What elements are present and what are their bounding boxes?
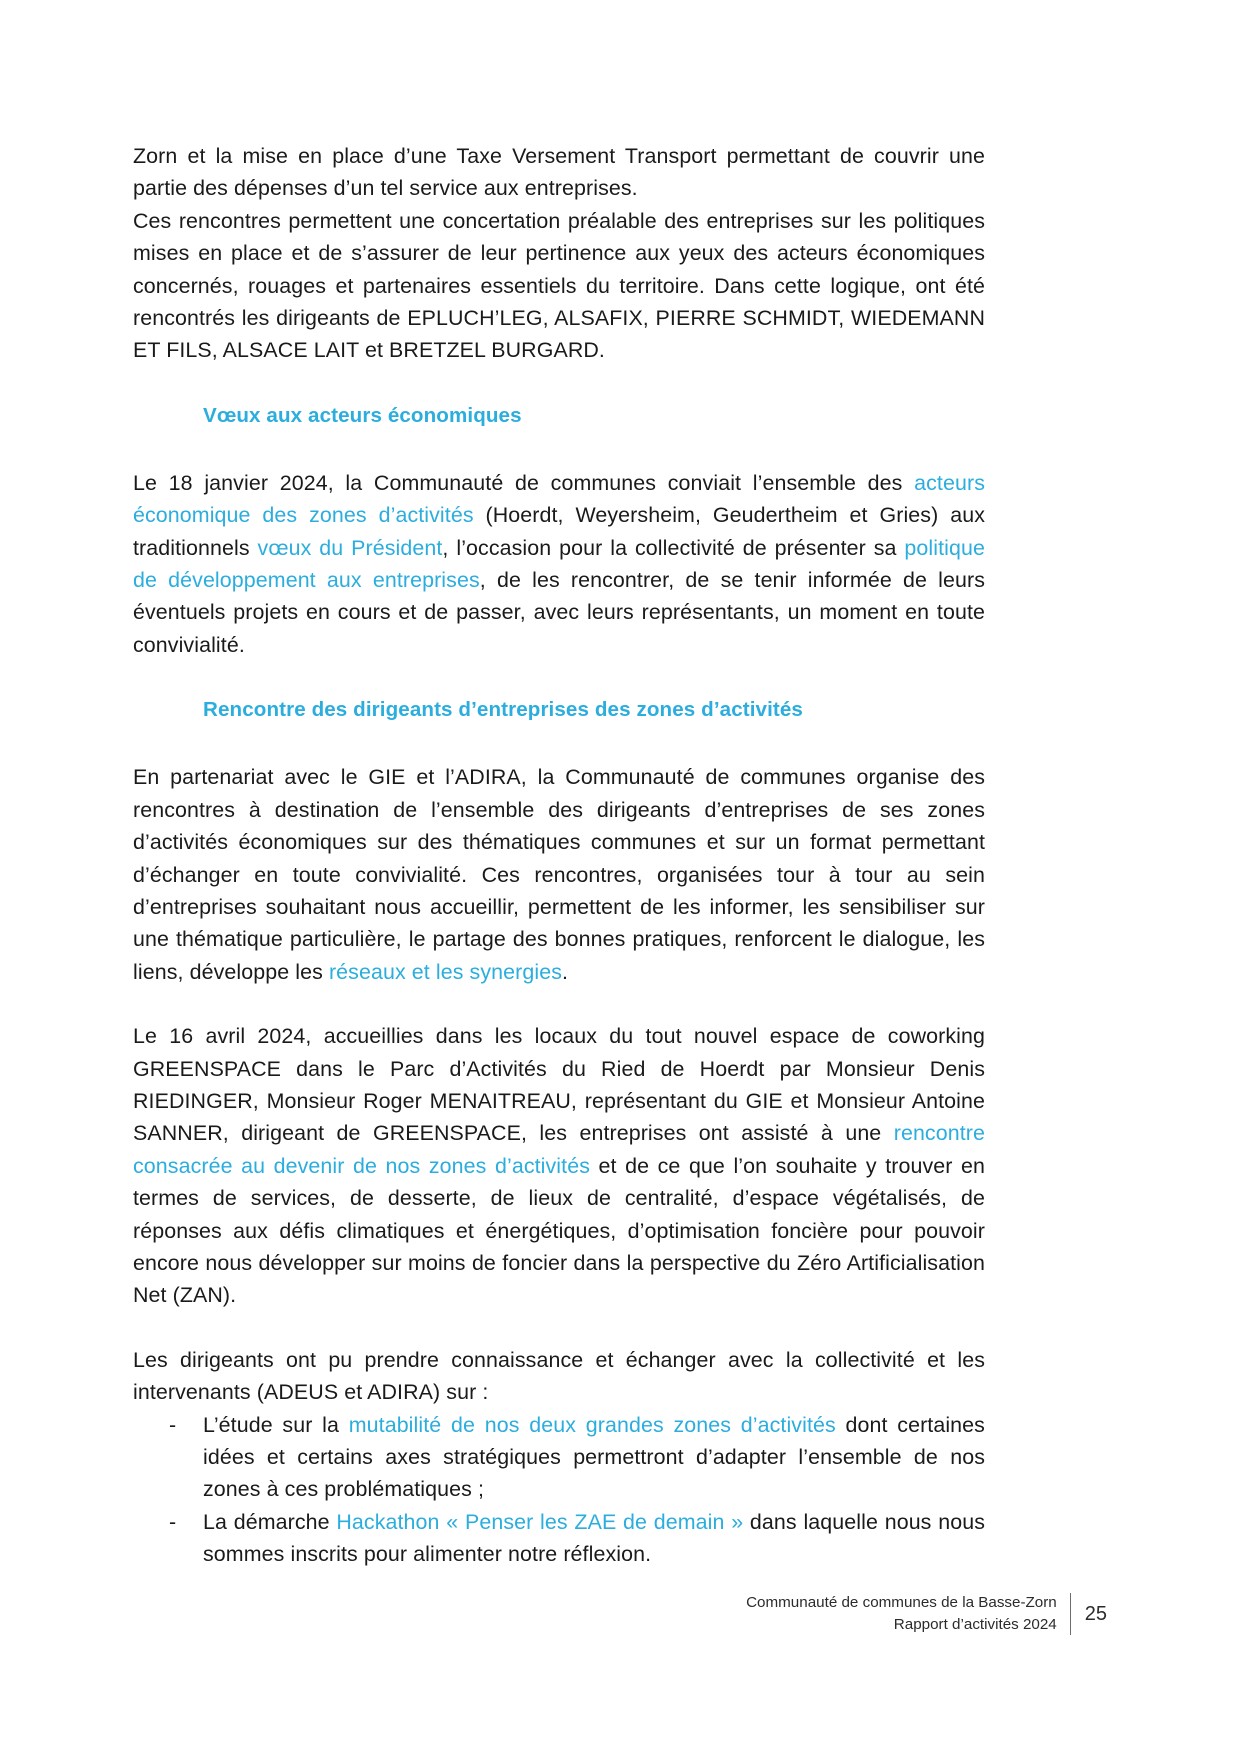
text-segment: Le 18 janvier 2024, la Communauté de communes conviait l’ensemble des bbox=[133, 470, 915, 495]
paragraph-intro-meetings: Ces rencontres permettent une concertation préalable des entreprises sur les politiques mises en place et de s’assurer de leur pertinence aux yeux des acteurs économiques concernés, rouages et partenaires essentiels du territoire. Dans cette logique, ont été rencontrés les dirigeants de EPLUCH’LEG, ALSAFIX, PIERRE SCHMIDT, WIEDEMANN ET FILS, ALSACE LAIT et BRETZEL BURGARD. bbox=[133, 208, 985, 363]
spacer bbox=[133, 725, 985, 761]
text-segment: , de les rencontrer, de se tenir informée de leurs éventuels projets en cours et de passer, avec leurs représentants, un moment en toute convivialité. bbox=[133, 568, 985, 657]
text-segment: Le 16 avril 2024, accueillies dans les locaux du tout nouvel espace de coworking GREENSPACE dans le Parc d’Activités du Ried de Hoerdt par Monsieur Denis RIEDINGER, Monsieur Roger MENAITREAU, représentant du GIE et Monsieur Antoine SANNER, dirigeant de GREENSPACE, les entreprises ont assisté à une bbox=[133, 1024, 985, 1146]
list-item bbox=[133, 1506, 985, 1571]
text-segment: L’étude sur la bbox=[203, 1412, 349, 1437]
text-segment: En partenariat avec le GIE et l’ADIRA, la Communauté de communes organise des rencontres à destination de l’ensemble des dirigeants d’entreprises de ses zones d’activités économiques sur des thématiques communes et sur un format permettant d’échanger en toute convivialité. Ces rencontres, organisées tour à tour au sein d’entreprises souhaitant nous accueillir, permettent de les informer, les sensibiliser sur une thématique particulière, le partage des bonnes pratiques, renforcent le dialogue, les liens, développe les bbox=[133, 765, 985, 984]
page-footer bbox=[0, 1564, 1240, 1754]
link-acteurs-economiques-zones[interactable]: acteurs économique des zones d’activités bbox=[133, 470, 985, 528]
spacer bbox=[133, 988, 985, 1020]
text-segment: (Hoerdt, Weyersheim, Geudertheim et Gries) aux traditionnels bbox=[133, 503, 985, 560]
paragraph-avril-2024 bbox=[133, 1020, 985, 1312]
link-reseaux-et-synergies[interactable]: réseaux et les synergies bbox=[328, 959, 562, 984]
text-segment: et de ce que l’on souhaite y trouver en termes de services, de desserte, de lieux de centralité, d’espace végétalisés, de réponses aux défis climatiques et énergétiques, d’optimisation foncière pour pouvoir encore nous développer sur moins de foncier dans la perspective du Zéro Artificialisation Net (ZAN). bbox=[133, 1153, 986, 1308]
heading-voeux-acteurs-economiques: Vœux aux acteurs économiques bbox=[203, 403, 522, 427]
heading-rencontre-dirigeants: Rencontre des dirigeants d’entreprises des zones d’activités bbox=[203, 698, 803, 722]
page-content bbox=[133, 140, 985, 1571]
footer-report-title: Rapport d’activités 2024 bbox=[893, 1616, 1057, 1633]
text-segment: . bbox=[562, 959, 569, 984]
spacer bbox=[133, 661, 985, 695]
paragraph-intro-continuation: Zorn et la mise en place d’une Taxe Versement Transport permettant de couvrir une partie des dépenses d’un tel service aux entreprises. bbox=[133, 144, 985, 201]
text-segment: dont certaines idées et certains axes stratégiques permettront d’adapter l’ensemble de nos zones à ces problématiques ; bbox=[203, 1412, 985, 1502]
footer-content bbox=[746, 1592, 1107, 1636]
text-segment: La démarche bbox=[203, 1509, 337, 1534]
footer-text bbox=[746, 1592, 1070, 1636]
link-hackathon-penser-zae-demain[interactable]: Hackathon « Penser les ZAE de demain » bbox=[336, 1509, 744, 1534]
paragraph-voeux bbox=[133, 467, 985, 661]
paragraph-rencontre bbox=[133, 761, 985, 988]
bullet-list bbox=[133, 1409, 985, 1571]
link-politique-developpement-entreprises[interactable]: politique de développement aux entreprises bbox=[133, 535, 985, 593]
link-mutabilite-zones-activites[interactable]: mutabilité de nos deux grandes zones d’activités bbox=[348, 1412, 836, 1437]
dash-marker: - bbox=[169, 1509, 177, 1534]
spacer bbox=[133, 367, 985, 401]
list-item bbox=[133, 1409, 985, 1506]
link-rencontre-devenir-zones-activites[interactable]: rencontre consacrée au devenir de nos zones d’activités bbox=[133, 1121, 985, 1178]
link-voeux-du-president[interactable]: vœux du Président bbox=[257, 535, 443, 560]
spacer bbox=[133, 1312, 985, 1344]
page-number: 25 bbox=[1084, 1603, 1107, 1625]
text-segment: , l’occasion pour la collectivité de présenter sa bbox=[442, 535, 905, 560]
footer-organization: Communauté de communes de la Basse-Zorn bbox=[746, 1594, 1057, 1611]
spacer bbox=[133, 431, 985, 467]
text-segment: dans laquelle nous nous sommes inscrits pour alimenter notre réflexion. bbox=[203, 1509, 985, 1567]
dash-marker: - bbox=[169, 1412, 177, 1437]
paragraph-dirigeants-intro: Les dirigeants ont pu prendre connaissance et échanger avec la collectivité et les intervenants (ADEUS et ADIRA) sur : bbox=[133, 1347, 985, 1405]
